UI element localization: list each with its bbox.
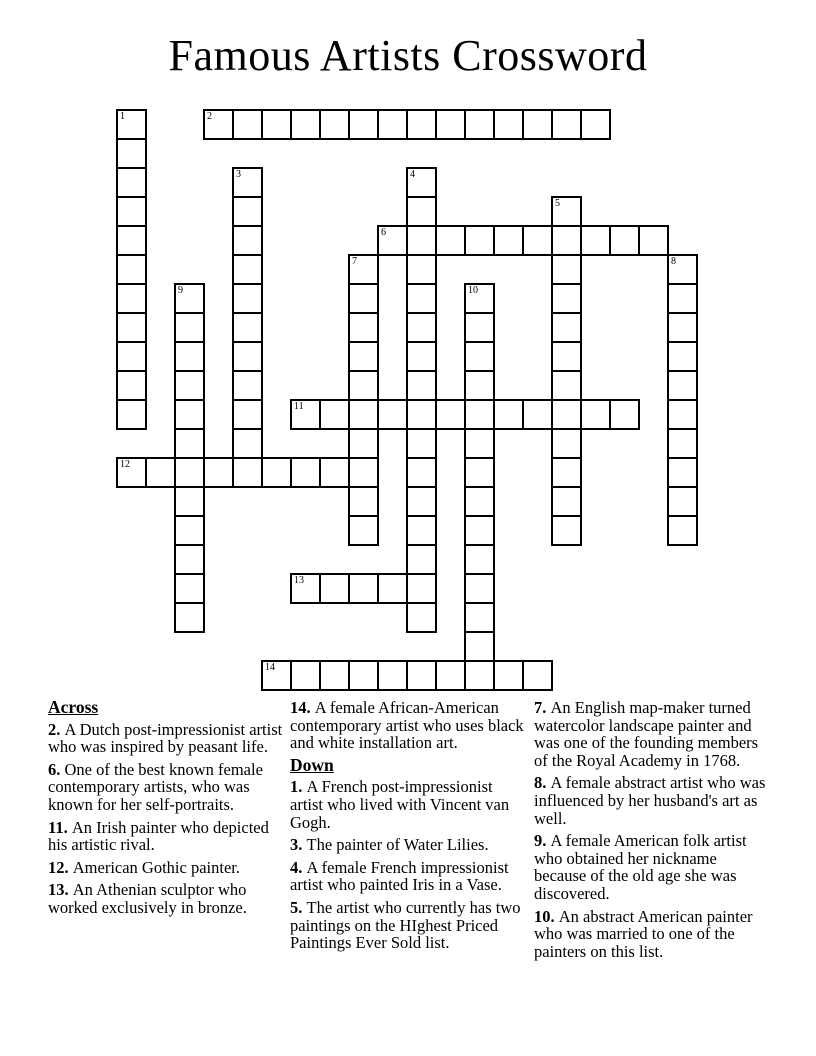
clue-text: An Irish painter who depicted his artistic rival.: [48, 817, 269, 855]
grid-cell: [406, 399, 437, 430]
grid-cell: [464, 544, 495, 575]
grid-cell: [174, 457, 205, 488]
grid-cell: [667, 486, 698, 517]
grid-cell: [377, 399, 408, 430]
clues-column-3: [534, 699, 772, 965]
grid-cell: [551, 457, 582, 488]
cell-number: 10: [468, 285, 478, 296]
grid-cell: [232, 167, 263, 198]
grid-cell: [319, 109, 350, 140]
grid-cell: [348, 399, 379, 430]
grid-cell: [232, 312, 263, 343]
grid-cell: [232, 428, 263, 459]
grid-cell: [464, 457, 495, 488]
clue-number: 13.: [48, 880, 73, 900]
clue-text: One of the best known female contemporary artists, who was known for her self-portraits.: [48, 759, 263, 814]
clue-5: [290, 899, 528, 952]
grid-cell: [377, 573, 408, 604]
clue-13: [48, 881, 286, 916]
cell-number: 6: [381, 227, 386, 238]
clue-10: [534, 908, 772, 961]
grid-cell: [667, 312, 698, 343]
grid-cell: [261, 109, 292, 140]
grid-cell: [348, 370, 379, 401]
grid-cell: [464, 486, 495, 517]
grid-cell: [116, 167, 147, 198]
clue-text: A female African-American contemporary artist who uses black and white installation art.: [290, 698, 524, 753]
clue-12: [48, 859, 286, 877]
grid-cell: [406, 544, 437, 575]
clue-number: 3.: [290, 835, 307, 855]
grid-cell: [174, 428, 205, 459]
grid-cell: [116, 283, 147, 314]
grid-cell: [348, 457, 379, 488]
grid-cell: [435, 660, 466, 691]
grid-cell: [348, 486, 379, 517]
grid-cell: [406, 428, 437, 459]
grid-cell: [406, 573, 437, 604]
grid-cell: [580, 109, 611, 140]
clue-9: [534, 832, 772, 902]
grid-cell: [580, 399, 611, 430]
grid-cell: [174, 341, 205, 372]
grid-cell: [348, 341, 379, 372]
grid-cell: [261, 660, 292, 691]
grid-cell: [261, 457, 292, 488]
clue-number: 14.: [290, 698, 315, 717]
clue-number: 9.: [534, 831, 551, 851]
grid-cell: [348, 573, 379, 604]
grid-cell: [667, 254, 698, 285]
clue-8: [534, 774, 772, 827]
grid-cell: [493, 399, 524, 430]
grid-cell: [667, 457, 698, 488]
grid-cell: [464, 225, 495, 256]
grid-cell: [464, 370, 495, 401]
crossword-grid: [116, 109, 698, 691]
grid-cell: [203, 457, 234, 488]
grid-cell: [493, 225, 524, 256]
clue-2: [48, 721, 286, 756]
clue-text: A French post-impressionist artist who lived with Vincent van Gogh.: [290, 777, 510, 832]
grid-cell: [493, 660, 524, 691]
grid-cell: [435, 399, 466, 430]
across-clues-heading: Across: [48, 697, 99, 717]
clue-text: A female French impressionist artist who painted Iris in a Vase.: [290, 857, 509, 895]
grid-cell: [464, 631, 495, 662]
grid-cell: [116, 109, 147, 140]
grid-cell: [116, 341, 147, 372]
clue-number: 8.: [534, 773, 551, 793]
grid-cell: [406, 109, 437, 140]
clue-text: An Athenian sculptor who worked exclusively in bronze.: [48, 880, 247, 917]
cell-number: 8: [671, 256, 676, 267]
grid-cell: [464, 660, 495, 691]
clue-number: 11.: [48, 817, 72, 837]
grid-cell: [232, 283, 263, 314]
grid-cell: [232, 225, 263, 256]
grid-cell: [551, 428, 582, 459]
grid-cell: [464, 109, 495, 140]
grid-cell: [174, 544, 205, 575]
grid-cell: [145, 457, 176, 488]
grid-cell: [580, 225, 611, 256]
grid-cell: [232, 196, 263, 227]
cell-number: 5: [555, 198, 560, 209]
grid-cell: [522, 225, 553, 256]
grid-cell: [116, 138, 147, 169]
clues-column-1: [48, 699, 286, 922]
grid-cell: [551, 196, 582, 227]
grid-cell: [435, 109, 466, 140]
grid-cell: [348, 312, 379, 343]
grid-cell: [174, 573, 205, 604]
clue-4: [290, 859, 528, 894]
grid-cell: [464, 341, 495, 372]
grid-cell: [435, 225, 466, 256]
clue-text: A female abstract artist who was influenced by her husband's art as well.: [534, 773, 766, 828]
grid-cell: [232, 399, 263, 430]
clues-column-2: [290, 699, 528, 957]
grid-cell: [116, 254, 147, 285]
grid-cell: [406, 341, 437, 372]
grid-cell: [116, 196, 147, 227]
grid-cell: [116, 370, 147, 401]
down-clues-heading: Down: [290, 754, 334, 775]
grid-cell: [290, 660, 321, 691]
cell-number: 7: [352, 256, 357, 267]
grid-cell: [464, 283, 495, 314]
cell-number: 12: [120, 459, 130, 470]
grid-cell: [551, 486, 582, 517]
grid-cell: [174, 602, 205, 633]
cell-number: 4: [410, 169, 415, 180]
grid-cell: [348, 660, 379, 691]
cell-number: 1: [120, 111, 125, 122]
grid-cell: [116, 457, 147, 488]
grid-cell: [174, 370, 205, 401]
grid-cell: [551, 515, 582, 546]
grid-cell: [377, 109, 408, 140]
grid-cell: [290, 573, 321, 604]
cell-number: 11: [294, 401, 304, 412]
grid-cell: [667, 515, 698, 546]
clue-number: 4.: [290, 857, 307, 877]
grid-cell: [406, 225, 437, 256]
grid-cell: [464, 399, 495, 430]
clue-number: 5.: [290, 897, 307, 917]
grid-cell: [406, 167, 437, 198]
grid-cell: [464, 312, 495, 343]
clue-text: An English map-maker turned watercolor landscape painter and was one of the founding members of the Royal Academy in 1768.: [534, 698, 759, 770]
grid-cell: [609, 225, 640, 256]
grid-cell: [406, 457, 437, 488]
grid-cell: [522, 109, 553, 140]
grid-cell: [522, 660, 553, 691]
grid-cell: [667, 283, 698, 314]
grid-cell: [377, 225, 408, 256]
grid-cell: [406, 196, 437, 227]
clue-number: 10.: [534, 906, 559, 926]
grid-cell: [116, 312, 147, 343]
cell-number: 9: [178, 285, 183, 296]
cell-number: 3: [236, 169, 241, 180]
grid-cell: [348, 515, 379, 546]
grid-cell: [638, 225, 669, 256]
grid-cell: [464, 573, 495, 604]
cell-number: 13: [294, 575, 304, 586]
clue-text: A Dutch post-impressionist artist who was inspired by peasant life.: [48, 719, 283, 757]
grid-cell: [406, 515, 437, 546]
grid-cell: [406, 254, 437, 285]
grid-cell: [319, 660, 350, 691]
grid-cell: [493, 109, 524, 140]
grid-cell: [551, 399, 582, 430]
grid-cell: [377, 660, 408, 691]
grid-cell: [348, 283, 379, 314]
clue-text: A female American folk artist who obtained her nickname because of the old age she was discovered.: [534, 831, 747, 903]
clue-7: [534, 699, 772, 769]
grid-cell: [551, 341, 582, 372]
clue-number: 2.: [48, 719, 65, 739]
grid-cell: [174, 283, 205, 314]
grid-cell: [319, 457, 350, 488]
grid-cell: [174, 312, 205, 343]
clue-11: [48, 819, 286, 854]
grid-cell: [348, 254, 379, 285]
clue-14: [290, 699, 528, 752]
grid-cell: [667, 370, 698, 401]
grid-cell: [232, 457, 263, 488]
clue-1: [290, 778, 528, 831]
grid-cell: [522, 399, 553, 430]
grid-cell: [348, 109, 379, 140]
grid-cell: [319, 573, 350, 604]
grid-cell: [551, 254, 582, 285]
clue-number: 1.: [290, 777, 307, 797]
grid-cell: [174, 515, 205, 546]
grid-cell: [406, 660, 437, 691]
grid-cell: [232, 254, 263, 285]
grid-cell: [464, 515, 495, 546]
grid-cell: [551, 312, 582, 343]
clue-text: The painter of Water Lilies.: [306, 835, 489, 855]
grid-cell: [174, 486, 205, 517]
grid-cell: [551, 283, 582, 314]
clue-text: The artist who currently has two paintings on the HIghest Priced Paintings Ever Sold list.: [290, 897, 521, 953]
clue-number: 12.: [48, 857, 73, 877]
grid-cell: [406, 283, 437, 314]
grid-cell: [406, 312, 437, 343]
grid-cell: [406, 370, 437, 401]
grid-cell: [551, 370, 582, 401]
cell-number: 14: [265, 662, 275, 673]
grid-cell: [464, 428, 495, 459]
grid-cell: [232, 109, 263, 140]
clue-number: 7.: [534, 698, 551, 717]
grid-cell: [174, 399, 205, 430]
clue-text: American Gothic painter.: [72, 857, 240, 877]
grid-cell: [348, 428, 379, 459]
grid-cell: [551, 225, 582, 256]
grid-cell: [232, 341, 263, 372]
grid-cell: [290, 399, 321, 430]
grid-cell: [551, 109, 582, 140]
clue-3: [290, 836, 528, 854]
grid-cell: [667, 341, 698, 372]
clue-number: 6.: [48, 759, 65, 779]
grid-cell: [116, 225, 147, 256]
grid-cell: [464, 602, 495, 633]
grid-cell: [116, 399, 147, 430]
grid-cell: [609, 399, 640, 430]
cell-number: 2: [207, 111, 212, 122]
grid-cell: [406, 486, 437, 517]
grid-cell: [290, 109, 321, 140]
grid-cell: [290, 457, 321, 488]
grid-cell: [319, 399, 350, 430]
clue-6: [48, 761, 286, 814]
clue-text: An abstract American painter who was married to one of the painters on this list.: [534, 906, 753, 961]
grid-cell: [667, 399, 698, 430]
grid-cell: [667, 428, 698, 459]
grid-cell: [232, 370, 263, 401]
grid-cell: [406, 602, 437, 633]
page-title: Famous Artists Crossword: [168, 31, 648, 80]
grid-cell: [203, 109, 234, 140]
